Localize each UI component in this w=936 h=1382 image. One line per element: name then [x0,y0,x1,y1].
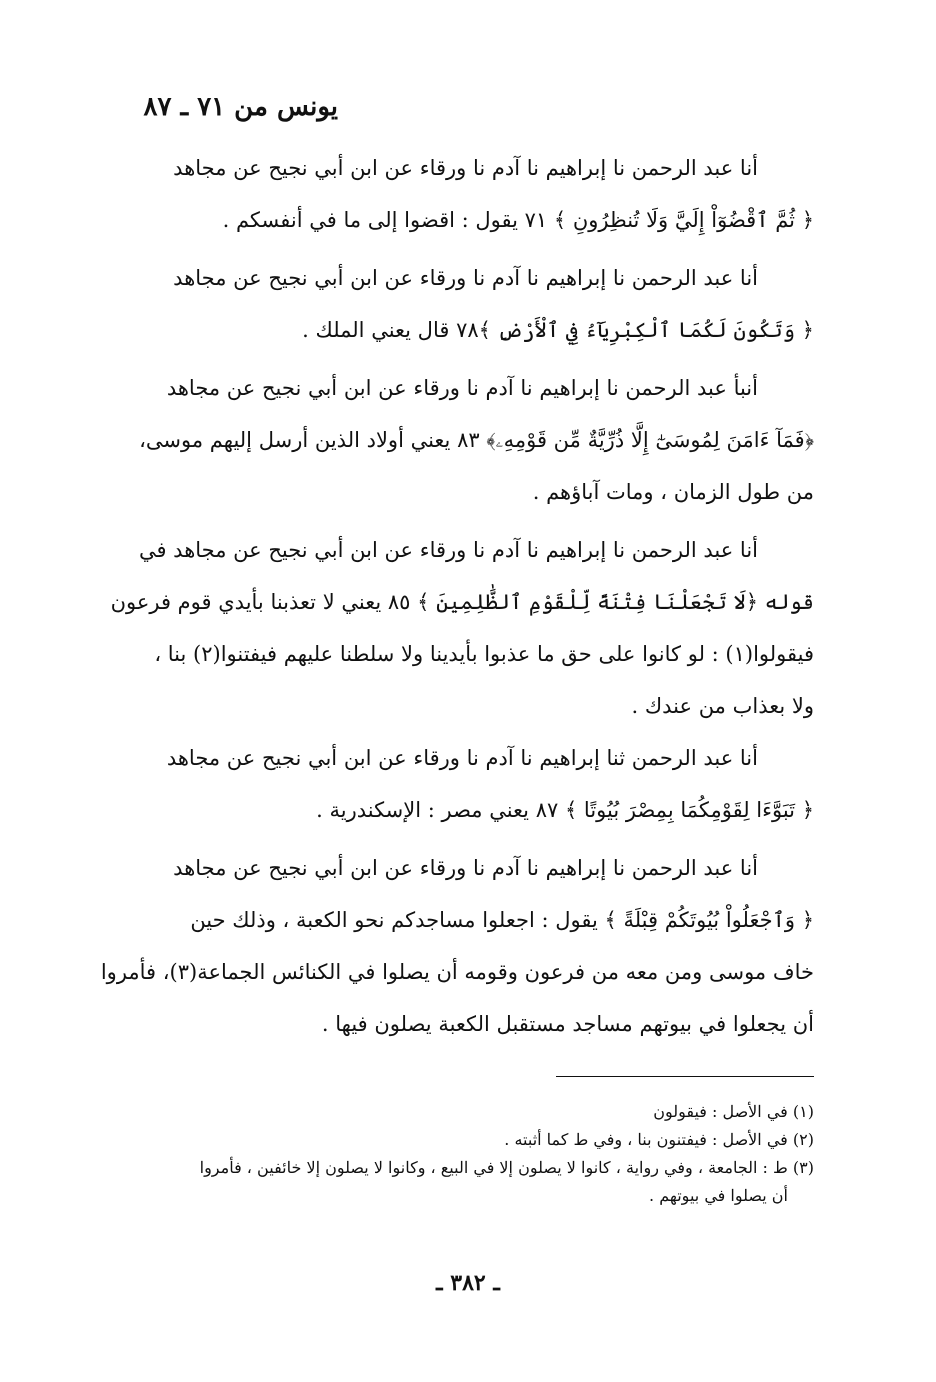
text-line: أنبأ عبد الرحمن نا إبراهيم نا آدم نا ورقاء عن ابن أبي نجيح عن مجاهد [166,376,758,400]
paragraph [118,252,814,356]
text-line: أنا عبد الرحمن نا إبراهيم نا آدم نا ورقاء عن ابن أبي نجيح عن مجاهد [173,156,758,180]
paragraph [100,842,814,1050]
page-header: يونس من ٧١ ـ ٨٧ [143,92,338,122]
footnote-separator [556,1076,814,1077]
text-line: أنا عبد الرحمن نا إبراهيم نا آدم نا ورقاء عن ابن أبي نجيح عن مجاهد في [138,538,758,562]
paragraph [118,362,814,518]
footnote: (٢) في الأصل : فيفتنون بنا ، وفي ط كما أثبته . [504,1130,814,1149]
text-line: أن يجعلوا في بيوتهم مساجد مستقبل الكعبة يصلون فيها . [321,1012,814,1036]
text-line: ﴿فَمَآ ءَامَنَ لِمُوسَىٰٓ إِلَّا ذُرِّيَّةٌ مِّن قَوْمِهِۦ﴾ ٨٣ يعني أولاد الذين أرسل إليهم موسى، [139,428,814,452]
text-line: خاف موسى ومن معه من فرعون وقومه أن يصلوا في الكنائس الجماعة(٣)، فأمروا [100,960,814,984]
text-line: ﴿ وَتَكُونَ لَكُمَا ٱلْكِبْرِيَآءُ فِي ٱلْأَرْضِ ﴾٧٨ قال يعني الملك . [302,318,814,342]
paragraph [118,732,814,836]
text-line: أنا عبد الرحمن نا إبراهيم نا آدم نا ورقاء عن ابن أبي نجيح عن مجاهد [173,266,758,290]
footnote: (٣) ط : الجامعة ، وفي رواية ، كانوا لا يصلون إلا في البيع ، وكانوا لا يصلون إلا خائفين ، فأمروا [199,1158,814,1177]
footnotes [114,1098,814,1210]
text-line: أنا عبد الرحمن نا إبراهيم نا آدم نا ورقاء عن ابن أبي نجيح عن مجاهد [173,856,758,880]
text-line: قوله ﴿لَا تَجْعَلْنَا فِتْنَةً لِّلْقَوْمِ ٱلظَّٰلِمِينَ ﴾ ٨٥ يعني لا تعذبنا بأيدي قوم فرعون [110,590,814,614]
footnote: (١) في الأصل : فيقولون [653,1102,814,1121]
paragraph [118,142,814,246]
text-line: أنا عبد الرحمن ثنا إبراهيم نا آدم نا ورقاء عن ابن أبي نجيح عن مجاهد [166,746,758,770]
text-line: ولا بعذاب من عندك . [631,694,814,718]
page-number: ـ ٣٨٢ ـ [436,1270,500,1296]
footnote-continuation: أن يصلوا في بيوتهم . [649,1186,788,1205]
text-line: ﴿ وَٱجْعَلُواْ بُيُوتَكُمْ قِبْلَةً ﴾ يقول : اجعلوا مساجدكم نحو الكعبة ، وذلك حين [190,908,814,932]
text-line: من طول الزمان ، ومات آباؤهم . [532,480,814,504]
text-line: فيقولوا(١) : لو كانوا على حق ما عذبوا بأيدينا ولا سلطنا عليهم فيفتنوا(٢) بنا ، [154,642,814,666]
text-line: ﴿ ثُمَّ ٱقْضُوٓاْ إِلَيَّ وَلَا تُنظِرُونِ ﴾ ٧١ يقول : اقضوا إلى ما في أنفسكم . [222,208,814,232]
paragraph [110,524,814,732]
text-line: ﴿ تَبَوَّءَا لِقَوْمِكُمَا بِمِصْرَ بُيُوتًا ﴾ ٨٧ يعني مصر : الإسكندرية . [316,798,814,822]
